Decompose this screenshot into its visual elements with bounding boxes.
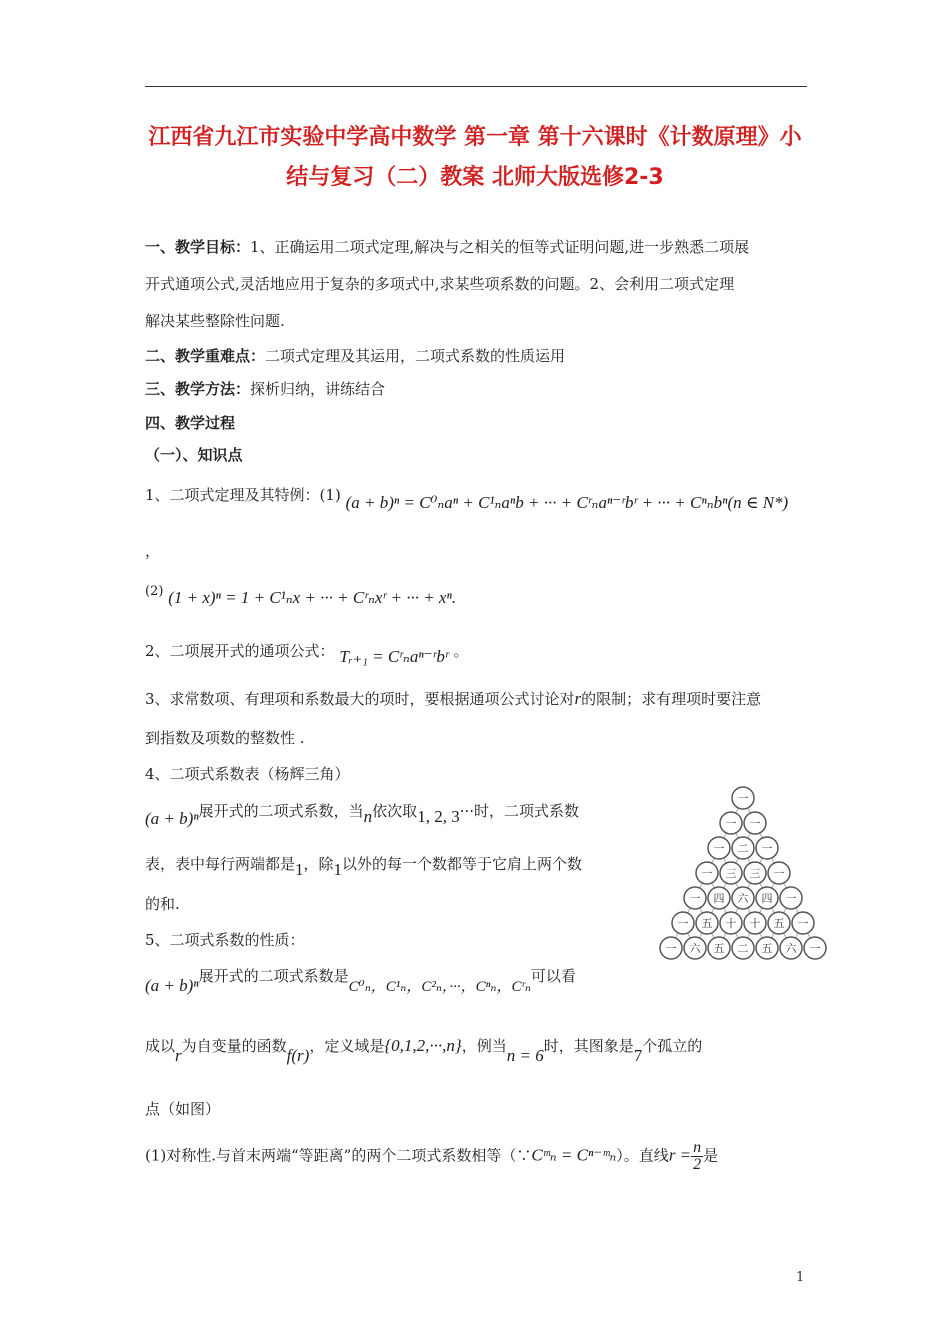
item-4-binomial: (a + b)ⁿ bbox=[145, 809, 199, 828]
item-1b-label: (2) bbox=[145, 584, 164, 599]
svg-text:一: 一 bbox=[749, 817, 761, 830]
svg-text:一: 一 bbox=[785, 892, 797, 905]
method-text: 探析归纳，讲练结合 bbox=[250, 380, 386, 398]
item-4-line-2 bbox=[145, 853, 583, 879]
triangle-node bbox=[732, 837, 754, 859]
triangle-node bbox=[756, 937, 778, 959]
svg-text:十: 十 bbox=[749, 917, 761, 930]
svg-text:一: 一 bbox=[665, 942, 677, 955]
property-1-line bbox=[145, 1140, 718, 1173]
title-line-2: 结与复习（二）教案 北师大版选修2-3 bbox=[286, 165, 664, 190]
item-4-one-2: 1 bbox=[333, 860, 343, 879]
item-4-heading: 4、二项式系数表（杨辉三角） bbox=[145, 765, 350, 783]
item-3-text-b: 的限制；求有理项时要注意 bbox=[581, 690, 762, 708]
item-4-line-1 bbox=[145, 800, 579, 828]
document-title bbox=[140, 118, 810, 198]
general-term-formula: Tᵣ₊₁ = Cʳₙaⁿ⁻ʳbʳ bbox=[339, 647, 449, 666]
triangle-node bbox=[768, 862, 790, 884]
item-5-domain: {0,1,2,···,n} bbox=[384, 1036, 462, 1055]
item-5-binomial: (a + b)ⁿ bbox=[145, 976, 199, 995]
item-5-text-c: 成以 bbox=[145, 1037, 176, 1055]
item-3-line-2: 到指数及项数的整数性 . bbox=[145, 729, 305, 747]
svg-text:一: 一 bbox=[809, 942, 821, 955]
item-4-text-a: 展开式的二项式系数，当 bbox=[198, 802, 364, 820]
item-5-r: r bbox=[175, 1046, 182, 1065]
svg-text:二: 二 bbox=[737, 942, 749, 955]
item-3-line-1 bbox=[145, 688, 761, 709]
triangle-node bbox=[756, 837, 778, 859]
svg-text:五: 五 bbox=[761, 942, 773, 955]
method-line bbox=[145, 378, 385, 399]
svg-text:三: 三 bbox=[725, 867, 737, 880]
svg-text:一: 一 bbox=[677, 917, 689, 930]
triangle-node bbox=[756, 887, 778, 909]
triangle-node bbox=[696, 912, 718, 934]
svg-text:一: 一 bbox=[761, 842, 773, 855]
triangle-node bbox=[792, 912, 814, 934]
item-4-n: n bbox=[363, 807, 373, 826]
key-label: 二、教学重难点： bbox=[145, 347, 266, 365]
svg-text:一: 一 bbox=[689, 892, 701, 905]
svg-text:一: 一 bbox=[713, 842, 725, 855]
triangle-node bbox=[780, 937, 802, 959]
item-4-text-c: ···时，二项式系数 bbox=[459, 802, 579, 820]
svg-text:六: 六 bbox=[689, 942, 701, 955]
triangle-node bbox=[660, 937, 682, 959]
triangle-node bbox=[780, 887, 802, 909]
item-2-end: 。 bbox=[453, 642, 469, 660]
svg-text:十: 十 bbox=[725, 917, 737, 930]
fraction-denominator: 2 bbox=[693, 1156, 702, 1173]
item-3-r: r bbox=[574, 689, 582, 708]
triangle-node bbox=[732, 887, 754, 909]
item-5-text-f: ，例当 bbox=[461, 1037, 507, 1055]
svg-text:二: 二 bbox=[737, 842, 749, 855]
svg-text:五: 五 bbox=[701, 917, 713, 930]
item-4-text-f: 以外的每一个数都等于它肩上两个数 bbox=[342, 855, 583, 873]
goal-line-3: 解决某些整除性问题. bbox=[145, 312, 285, 330]
fraction-numerator: n bbox=[693, 1139, 702, 1156]
item-1-line bbox=[145, 484, 789, 512]
goal-line-1 bbox=[145, 236, 749, 257]
goal-line-2: 开式通项公式,灵活地应用于复杂的多项式中,求某些项系数的问题。2、会利用二项式定理 bbox=[145, 275, 735, 293]
symmetry-formula: Cᵐₙ = Cⁿ⁻ᵐₙ bbox=[531, 1145, 617, 1165]
item-5-function: f(r) bbox=[286, 1046, 310, 1065]
triangle-node bbox=[708, 837, 730, 859]
item-5-line-1 bbox=[145, 965, 576, 995]
goal-text-1: 1、正确运用二项式定理,解决与之相关的恒等式证明问题,进一步熟悉二项展 bbox=[250, 238, 750, 256]
svg-text:一: 一 bbox=[701, 867, 713, 880]
svg-text:四: 四 bbox=[713, 892, 725, 905]
svg-text:一: 一 bbox=[797, 917, 809, 930]
triangle-node bbox=[720, 812, 742, 834]
item-1-label: 1、二项式定理及其特例：(1) bbox=[145, 486, 341, 504]
property-1-r: r = bbox=[668, 1145, 692, 1165]
item-4-one: 1 bbox=[295, 860, 304, 879]
triangle-node bbox=[744, 812, 766, 834]
knowledge-heading: （一）、知识点 bbox=[145, 446, 243, 464]
item-5-coefficients: C⁰ₙ，C¹ₙ，C²ₙ，···，Cⁿₙ，Cʳₙ bbox=[348, 979, 531, 995]
item-5-line-2 bbox=[145, 1035, 703, 1065]
triangle-node bbox=[672, 912, 694, 934]
process-heading: 四、教学过程 bbox=[145, 414, 236, 432]
triangle-node bbox=[708, 887, 730, 909]
triangle-node bbox=[732, 787, 754, 809]
item-1b-line bbox=[145, 580, 457, 607]
triangle-node bbox=[708, 937, 730, 959]
svg-text:四: 四 bbox=[761, 892, 773, 905]
goal-label: 一、教学目标： bbox=[145, 238, 251, 256]
svg-text:六: 六 bbox=[785, 942, 797, 955]
item-5-text-d: 为自变量的函数 bbox=[181, 1037, 287, 1055]
item-2-line bbox=[145, 640, 469, 666]
item-5-text-h: 个孤立的 bbox=[642, 1037, 703, 1055]
item-5-line-3: 点（如图） bbox=[145, 1100, 221, 1118]
triangle-node bbox=[804, 937, 826, 959]
item-5-text-g: 时，其图象是 bbox=[543, 1037, 634, 1055]
triangle-node bbox=[684, 887, 706, 909]
svg-text:六: 六 bbox=[737, 892, 749, 905]
key-points-line bbox=[145, 345, 565, 366]
property-1-text-b: ）。直线 bbox=[616, 1146, 669, 1165]
triangle-node bbox=[768, 912, 790, 934]
item-3-text-a: 3、求常数项、有理项和系数最大的项时，要根据通项公式讨论对 bbox=[145, 690, 575, 708]
item-5-text-e: ，定义域是 bbox=[309, 1037, 385, 1055]
item-5-text-b: 可以看 bbox=[530, 967, 576, 985]
n-over-2-fraction bbox=[691, 1140, 703, 1173]
item-4-text-d: 表，表中每行两端都是 bbox=[145, 855, 296, 873]
property-1-text-c: 是 bbox=[703, 1146, 719, 1165]
property-1-text-a: (1)对称性.与首末两端“等距离”的两个二项式系数相等（∵ bbox=[145, 1146, 532, 1165]
svg-text:五: 五 bbox=[713, 942, 725, 955]
item-4-line-3: 的和. bbox=[145, 895, 180, 913]
item-5-heading: 5、二项式系数的性质： bbox=[145, 931, 305, 949]
svg-text:三: 三 bbox=[749, 867, 761, 880]
svg-text:五: 五 bbox=[773, 917, 785, 930]
item-1-comma: ， bbox=[145, 542, 161, 560]
triangle-node bbox=[744, 862, 766, 884]
title-line-1: 江西省九江市实验中学高中数学 第一章 第十六课时《计数原理》小 bbox=[148, 125, 802, 150]
special-case-formula: (1 + x)ⁿ = 1 + C¹ₙx + ··· + Cʳₙxʳ + ··· + xⁿ. bbox=[168, 588, 457, 607]
item-4-sequence: 1, 2, 3 bbox=[417, 807, 460, 826]
item-5-seven: 7 bbox=[633, 1046, 643, 1065]
svg-text:一: 一 bbox=[725, 817, 737, 830]
page-number: 1 bbox=[796, 1270, 805, 1285]
item-5-n-equals: n = 6 bbox=[506, 1046, 544, 1065]
yang-hui-triangle-figure bbox=[658, 780, 828, 966]
item-4-text-e: ，除 bbox=[303, 855, 334, 873]
item-5-text-a: 展开式的二项式系数是 bbox=[198, 967, 349, 985]
triangle-node bbox=[696, 862, 718, 884]
svg-text:一: 一 bbox=[737, 792, 749, 805]
binomial-theorem-formula: (a + b)ⁿ = C⁰ₙaⁿ + C¹ₙaⁿb + ··· + Cʳₙaⁿ⁻ʳbʳ + ··· + Cⁿₙbⁿ(n ∈ N*) bbox=[345, 493, 789, 512]
triangle-node bbox=[732, 937, 754, 959]
header-rule bbox=[145, 86, 807, 87]
svg-text:一: 一 bbox=[773, 867, 785, 880]
item-4-text-b: 依次取 bbox=[372, 802, 418, 820]
triangle-node bbox=[720, 862, 742, 884]
triangle-node bbox=[684, 937, 706, 959]
triangle-node bbox=[720, 912, 742, 934]
key-text: 二项式定理及其运用，二项式系数的性质运用 bbox=[265, 347, 566, 365]
method-label: 三、教学方法： bbox=[145, 380, 251, 398]
triangle-node bbox=[744, 912, 766, 934]
item-2-label: 2、二项展开式的通项公式： bbox=[145, 642, 335, 660]
